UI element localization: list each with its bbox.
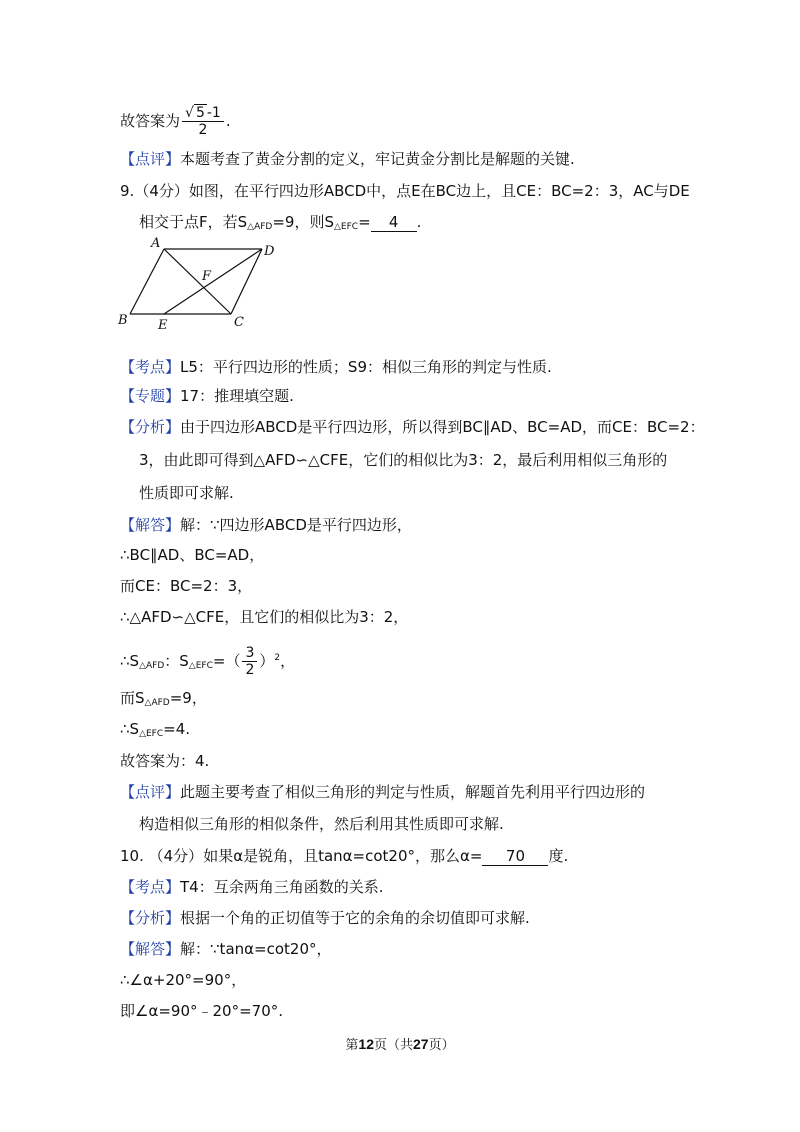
q8-comment-text: 本题考查了黄金分割的定义，牢记黄金分割比是解题的关键.: [180, 150, 575, 168]
q10-number: 10.: [120, 847, 144, 865]
q9-zhuanti: 【专题】17：推理填空题.: [120, 387, 294, 405]
q9-kaodian: 【考点】L5：平行四边形的性质；S9：相似三角形的判定与性质.: [120, 358, 552, 376]
q9-step-3: ∴△AFD∽△CFE，且它们的相似比为3：2，: [120, 608, 409, 626]
q10-stem: 10. （4分）如果α是锐角，且tanα=cot20°，那么α= 70 度.: [120, 847, 569, 865]
q9-fenxi-tag: 【分析】: [120, 418, 181, 436]
q9-jieda-tag: 【解答】: [120, 516, 181, 534]
q9-stem-1: 如图，在平行四边形ABCD中，点E在BC边上，且CE：BC=2：3，AC与DE: [188, 182, 690, 200]
q8-answer-line: [120, 104, 231, 138]
q9-number: 9.: [120, 182, 135, 200]
q10-answer-blank: 70: [482, 847, 548, 866]
q8-num-rest: -1: [206, 105, 221, 121]
q10-fenxi-tag: 【分析】: [120, 909, 181, 927]
label-d: D: [264, 244, 275, 259]
q9-step-1: ∴BC∥AD、BC=AD，: [120, 546, 265, 564]
q8-comment: [120, 148, 575, 170]
q9-parallelogram-figure: [112, 234, 275, 334]
q9-zhuanti-tag: 【专题】: [120, 387, 181, 405]
label-f: F: [202, 269, 212, 284]
q9-step-4: $\therefore S_{\triangle AFD}$：$S_{\triangle EFC}=$（ $\frac{3}{2}$ ）$^2$，: [120, 645, 296, 678]
q8-comment-tag: 【点评】: [120, 150, 181, 168]
q8-sqrt-radicand: 5: [195, 105, 205, 121]
q9-answer-line: 故答案为：4.: [120, 752, 210, 770]
q8-denominator: 2: [198, 122, 208, 138]
page-number: 12: [358, 1036, 374, 1052]
q10-jieda: 【解答】解：∵tanα=cot20°，: [120, 940, 332, 958]
q9-stem-line-2: 相交于点F，若$S_{\triangle AFD}=9$，则$S_{\triangle EFC}= 4$ .: [139, 213, 422, 232]
label-a: A: [151, 236, 161, 251]
q9-step-2: 而CE：BC=2：3，: [120, 577, 253, 595]
q9-fenxi-line-2: 3，由此即可得到△AFD∽△CFE，它们的相似比为3：2，最后利用相似三角形的: [139, 451, 668, 469]
q8-answer-end: .: [225, 112, 231, 130]
q10-step-1: ∴∠α+20°=90°，: [120, 971, 247, 989]
label-b: B: [118, 313, 128, 328]
diagonal-ac: [164, 249, 231, 314]
edge-ab: [130, 249, 164, 314]
q10-step-2: 即∠α=90°﹣20°=70°.: [120, 1002, 284, 1020]
q10-fenxi: 【分析】根据一个角的正切值等于它的余角的余切值即可求解.: [120, 909, 530, 927]
q9-stem-line-1: [120, 180, 690, 202]
total-pages: 27: [413, 1036, 429, 1052]
q9-pingdian-tag: 【点评】: [120, 783, 181, 801]
segment-de: [164, 249, 262, 314]
q9-fenxi-line-3: 性质即可求解.: [139, 484, 234, 502]
q9-pingdian-line-2: 构造相似三角形的相似条件，然后利用其性质即可求解.: [139, 815, 504, 833]
q9-jieda: 【解答】解：∵四边形ABCD是平行四边形，: [120, 516, 412, 534]
q10-score: （4分）: [148, 847, 204, 865]
q9-step-6: $\therefore S_{\triangle EFC}=4$.: [120, 720, 191, 739]
q9-kaodian-tag: 【考点】: [120, 358, 181, 376]
q9-step-5: 而$S_{\triangle AFD}=9$，: [120, 689, 207, 708]
q9-answer-blank: 4: [371, 213, 417, 232]
q8-answer-prefix: 故答案为: [120, 112, 181, 130]
label-c: C: [234, 315, 244, 330]
q8-answer-fraction: $\frac{√ 5 -1}{2}$: [182, 104, 224, 138]
q10-kaodian-tag: 【考点】: [120, 878, 181, 896]
q9-ratio-fraction: $\frac{3}{2}$: [242, 645, 257, 678]
label-e: E: [158, 318, 168, 333]
q10-kaodian: 【考点】T4：互余两角三角函数的关系.: [120, 878, 384, 896]
page-footer: 第12页（共27页）: [345, 1036, 455, 1053]
q9-fenxi-line-1: 【分析】由于四边形ABCD是平行四边形，所以得到BC∥AD、BC=AD，而CE：BC=2：: [120, 418, 705, 436]
q10-jieda-tag: 【解答】: [120, 940, 181, 958]
q9-score: （4分）: [134, 182, 189, 200]
q9-pingdian-line-1: 【点评】此题主要考查了相似三角形的判定与性质，解题首先利用平行四边形的: [120, 783, 646, 801]
